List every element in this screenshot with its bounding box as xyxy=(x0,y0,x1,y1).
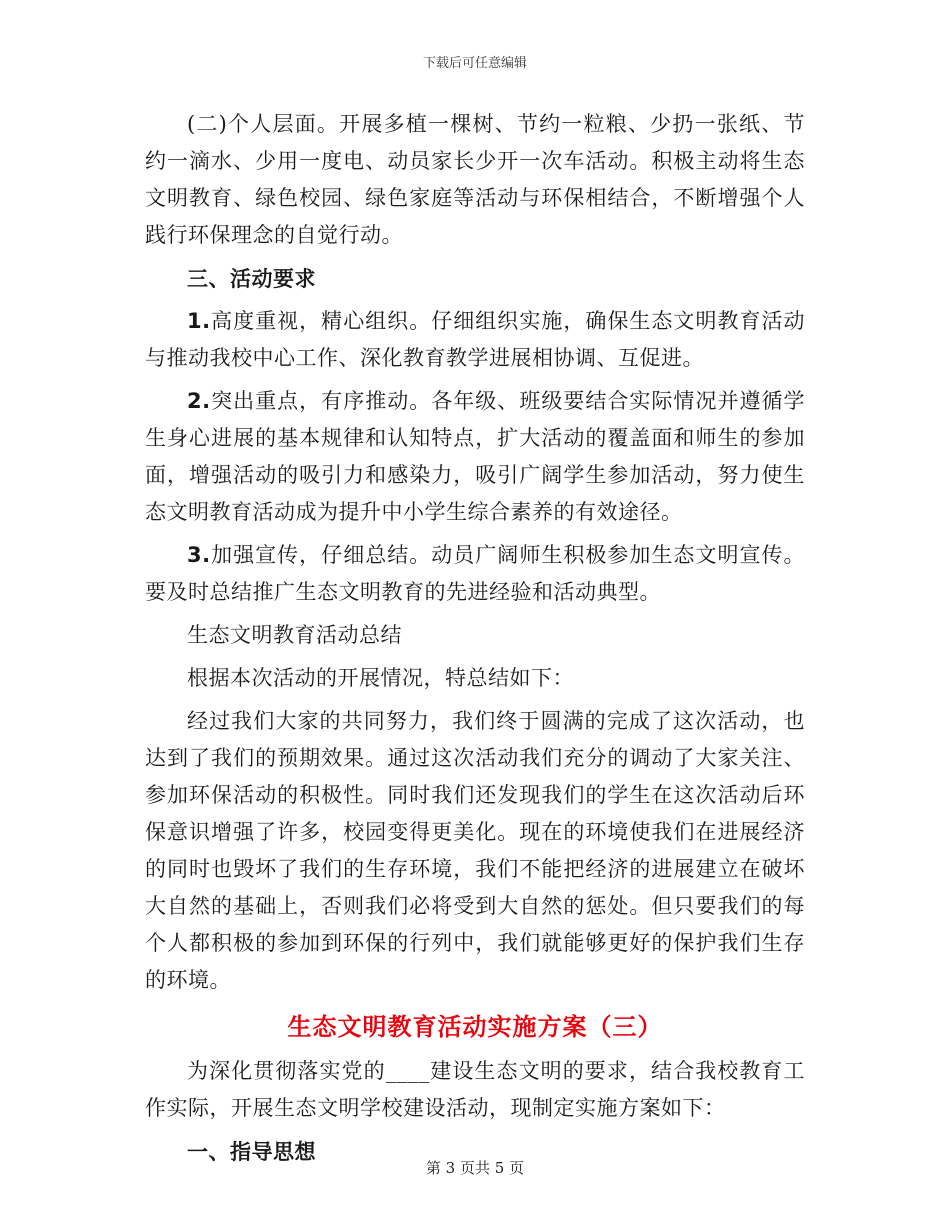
requirement-1-text: 高度重视，精心组织。仔细组织实施，确保生态文明教育活动与推动我校中心工作、深化教育教学进展相协调、互促进。 xyxy=(145,309,805,370)
requirement-2-number: 2. xyxy=(187,389,211,413)
requirement-2-text: 突出重点，有序推动。各年级、班级要结合实际情况并遵循学生身心进展的基本规律和认知特点，扩大活动的覆盖面和师生的参加面，增强活动的吸引力和感染力，吸引广阔学生参加活动，努力使生态文明教育活动成为提升中小学生综合素养的有效途径。 xyxy=(145,389,805,524)
section-title: 生态文明教育活动实施方案（三） xyxy=(287,1012,663,1041)
summary-intro: 根据本次活动的开展情况，特总结如下： xyxy=(187,666,574,690)
summary-title: 生态文明教育活动总结 xyxy=(187,623,402,647)
summary-body: 经过我们大家的共同努力，我们终于圆满的完成了这次活动，也达到了我们的预期效果。通过这次活动我们充分的调动了大家关注、参加环保活动的积极性。同时我们还发现我们的学生在这次活动后环保意识增强了许多，校园变得更美化。现在的环境使我们在进展经济的同时也毁坏了我们的生存环境，我们不能把经济的进展建立在破坏大自然的基础上，否则我们必将受到大自然的惩处。但只要我们的每个人都积极的参加到环保的行列中，我们就能够更好的保护我们生存的环境。 xyxy=(145,709,805,992)
heading-guiding-ideology: 一、指导思想 xyxy=(187,1139,316,1164)
requirement-2 xyxy=(145,383,805,531)
requirement-1 xyxy=(145,303,805,377)
requirement-1-number: 1. xyxy=(187,309,211,333)
document-body xyxy=(145,106,805,1170)
requirement-3-text: 加强宣传，仔细总结。动员广阔师生积极参加生态文明宣传。要及时总结推广生态文明教育的先进经验和活动典型。 xyxy=(145,543,805,604)
requirement-3-number: 3. xyxy=(187,543,211,567)
requirement-3 xyxy=(145,537,805,611)
page-footer: 第 3 页共 5 页 xyxy=(425,1159,525,1177)
plan-intro: 为深化贯彻落实党的____建设生态文明的要求，结合我校教育工作实际，开展生态文明学校建设活动，现制定实施方案如下： xyxy=(145,1059,805,1120)
heading-activity-requirements: 三、活动要求 xyxy=(187,266,316,291)
page-header: 下载后可任意编辑 xyxy=(422,56,527,71)
paragraph-individual-level: (二)个人层面。开展多植一棵树、节约一粒粮、少扔一张纸、节约一滴水、少用一度电、动员家长少开一次车活动。积极主动将生态文明教育、绿色校园、绿色家庭等活动与环保相结合，不断增强个人践行环保理念的自觉行动。 xyxy=(145,112,805,247)
